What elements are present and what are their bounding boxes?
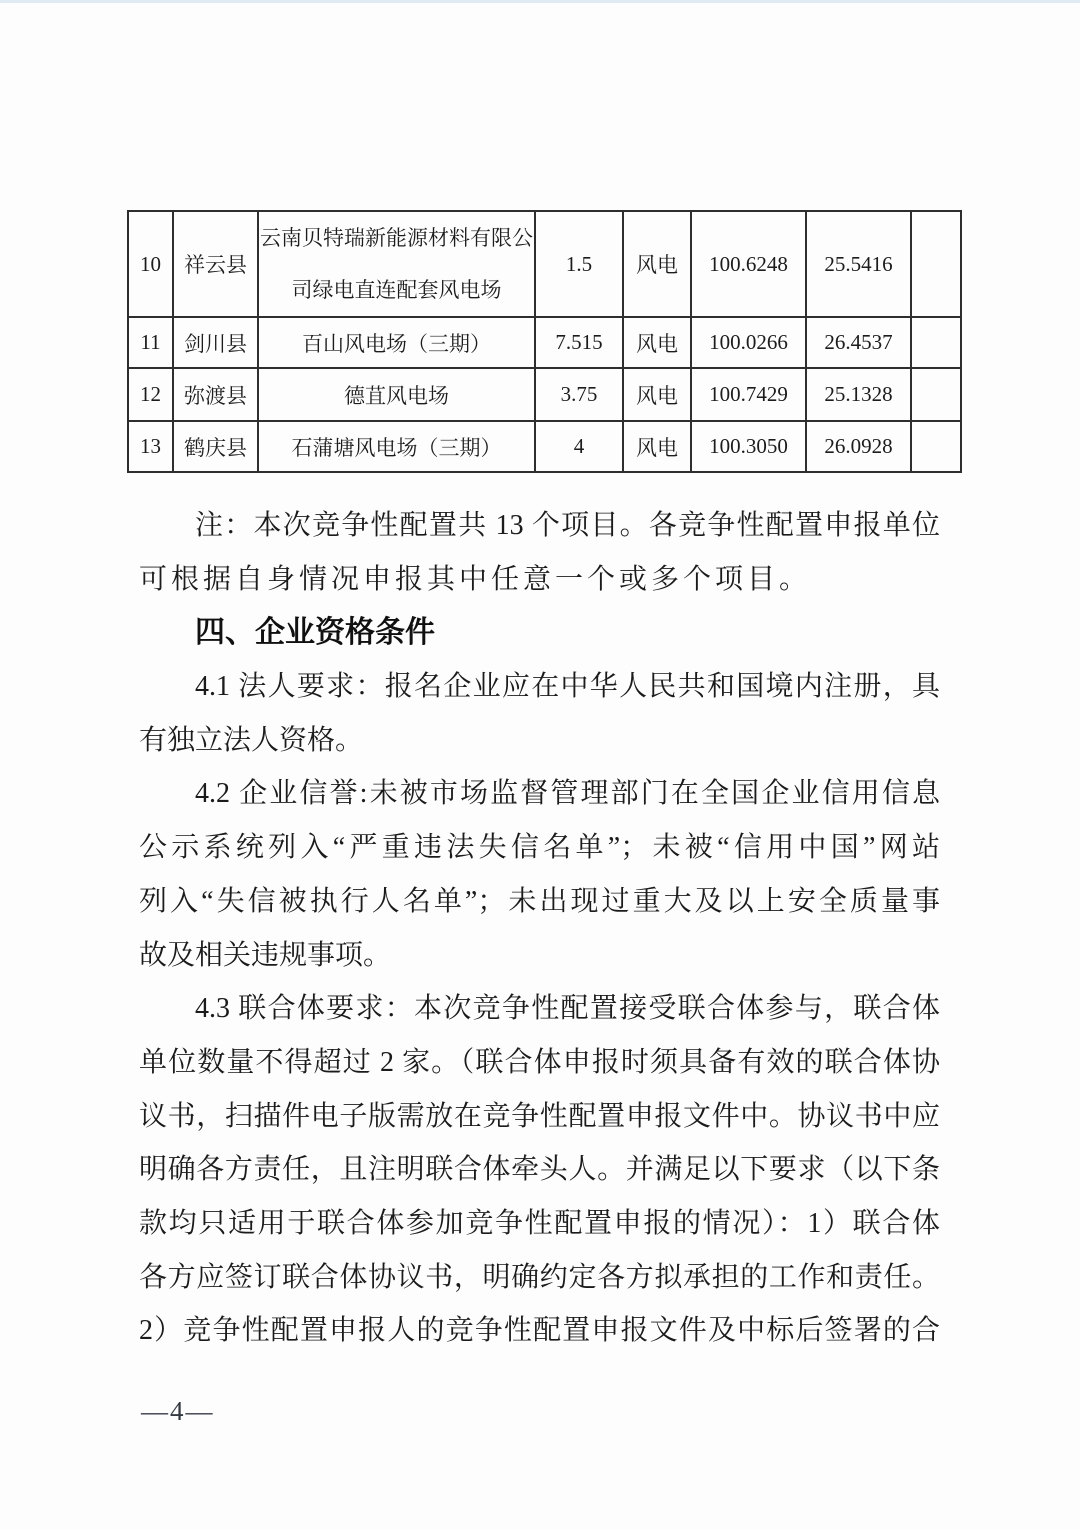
clause-4-1-paragraph xyxy=(139,660,940,767)
cell-row-number: 10 xyxy=(128,211,173,317)
project-name-line1: 云南贝特瑞新能源材料有限公 xyxy=(260,226,533,250)
clause-line: 4.2 企业信誉:未被市场监督管理部门在全国企业信用信息 xyxy=(195,778,940,810)
clause-line: 4.3 联合体要求：本次竞争性配置接受联合体参与，联合体 xyxy=(195,993,940,1025)
page-number: —4— xyxy=(141,1396,215,1426)
clause-4-2-paragraph xyxy=(139,767,940,982)
note-line: 可根据自身情况申报其中任意一个或多个项目。 xyxy=(139,563,812,595)
cell-capacity: 3.75 xyxy=(535,368,623,421)
table-row xyxy=(128,317,961,368)
cell-county: 剑川县 xyxy=(173,317,258,368)
cell-project-name: 百山风电场（三期） xyxy=(258,317,535,368)
clause-line: 列入“失信被执行人名单”；未出现过重大及以上安全质量事 xyxy=(139,885,940,917)
cell-row-number: 11 xyxy=(128,317,173,368)
cell-project-name xyxy=(258,211,535,317)
cell-capacity: 1.5 xyxy=(535,211,623,317)
cell-energy-type: 风电 xyxy=(623,317,691,368)
cell-blank xyxy=(911,211,961,317)
section-heading: 四、企业资格条件 xyxy=(195,616,435,650)
cell-energy-type: 风电 xyxy=(623,421,691,472)
cell-blank xyxy=(911,421,961,472)
clause-line: 故及相关违规事项。 xyxy=(139,939,392,971)
cell-longitude: 100.3050 xyxy=(691,421,806,472)
cell-capacity: 4 xyxy=(535,421,623,472)
clause-line: 公示系统列入“严重违法失信名单”；未被“信用中国”网站 xyxy=(139,832,940,864)
cell-longitude: 100.7429 xyxy=(691,368,806,421)
table-row xyxy=(128,211,961,317)
cell-blank xyxy=(911,317,961,368)
cell-county: 鹤庆县 xyxy=(173,421,258,472)
note-line: 注：本次竞争性配置共 13 个项目。各竞争性配置申报单位 xyxy=(195,510,940,541)
cell-capacity: 7.515 xyxy=(535,317,623,368)
cell-latitude: 25.1328 xyxy=(806,368,911,421)
clause-line: 4.1 法人要求：报名企业应在中华人民共和国境内注册，具 xyxy=(195,671,940,703)
clause-line: 2）竞争性配置申报人的竞争性配置申报文件及中标后签署的合 xyxy=(139,1315,940,1347)
clause-line: 各方应签订联合体协议书，明确约定各方拟承担的工作和责任。 xyxy=(139,1261,940,1293)
cell-latitude: 26.4537 xyxy=(806,317,911,368)
scan-edge-artifact xyxy=(0,0,1080,3)
cell-project-name: 德苴风电场 xyxy=(258,368,535,421)
cell-row-number: 13 xyxy=(128,421,173,472)
clause-line: 单位数量不得超过 2 家。（联合体申报时须具备有效的联合体协 xyxy=(139,1046,940,1078)
cell-project-name: 石蒲塘风电场（三期） xyxy=(258,421,535,472)
project-table xyxy=(127,210,962,473)
cell-blank xyxy=(911,368,961,421)
cell-latitude: 25.5416 xyxy=(806,211,911,317)
cell-energy-type: 风电 xyxy=(623,368,691,421)
cell-energy-type: 风电 xyxy=(623,211,691,317)
clause-line: 款均只适用于联合体参加竞争性配置申报的情况）：1）联合体 xyxy=(139,1207,940,1239)
cell-county: 祥云县 xyxy=(173,211,258,317)
cell-row-number: 12 xyxy=(128,368,173,421)
cell-longitude: 100.0266 xyxy=(691,317,806,368)
note-paragraph xyxy=(139,499,940,606)
table-row xyxy=(128,368,961,421)
document-body xyxy=(139,499,940,1358)
project-name-line2: 司绿电直连配套风电场 xyxy=(291,278,502,302)
cell-county: 弥渡县 xyxy=(173,368,258,421)
cell-latitude: 26.0928 xyxy=(806,421,911,472)
clause-line: 议书，扫描件电子版需放在竞争性配置申报文件中。协议书中应 xyxy=(139,1100,940,1132)
clause-line: 有独立法人资格。 xyxy=(139,724,364,756)
clause-line: 明确各方责任，且注明联合体牵头人。并满足以下要求（以下条 xyxy=(139,1154,940,1186)
clause-4-3-paragraph xyxy=(139,982,940,1358)
cell-longitude: 100.6248 xyxy=(691,211,806,317)
table-row xyxy=(128,421,961,472)
